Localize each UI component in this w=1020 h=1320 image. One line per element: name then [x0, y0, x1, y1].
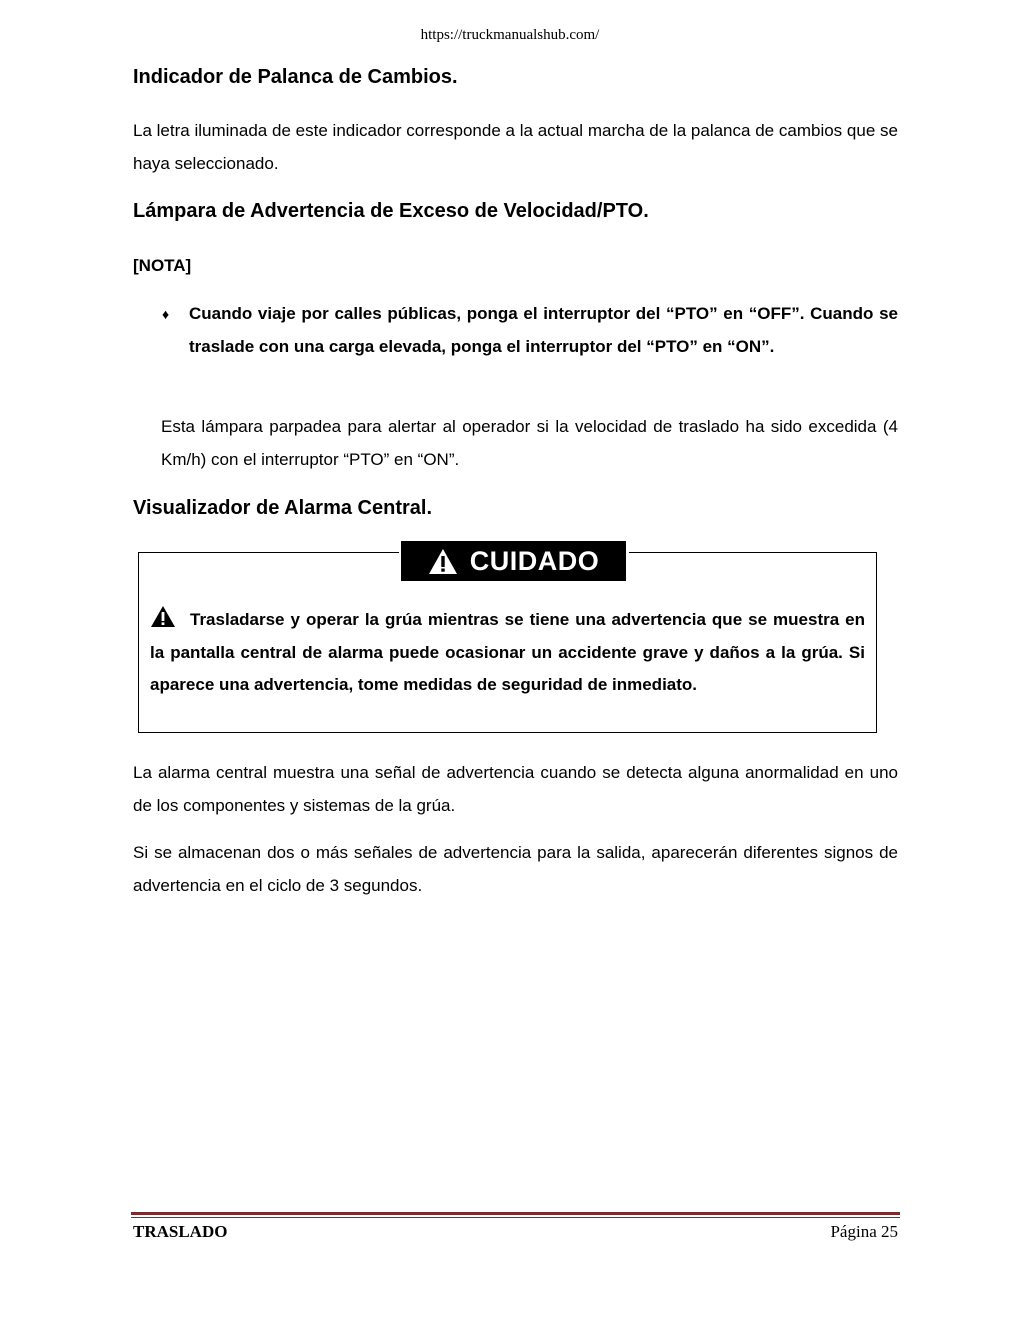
caution-text-block: [150, 604, 865, 702]
warning-triangle-icon: [150, 605, 176, 628]
footer-rule-thin: [131, 1217, 900, 1218]
paragraph-central-alarm-2: Si se almacenan dos o más señales de advertencia para la salida, aparecerán diferentes signos de advertencia en el ciclo de 3 segundos.: [133, 843, 898, 895]
note-bullet-text: Cuando viaje por calles públicas, ponga el interruptor del “PTO” en “OFF”. Cuando se traslade con una carga elevada, ponga el interruptor del “PTO” en “ON”.: [189, 304, 898, 356]
paragraph-overspeed-lamp: Esta lámpara parpadea para alertar al operador si la velocidad de traslado ha sido excedida (4 Km/h) con el interruptor “PTO” en “ON”.: [161, 417, 898, 469]
footer-section-name: TRASLADO: [133, 1222, 228, 1241]
warning-triangle-icon: [428, 548, 458, 575]
heading-gear-indicator: Indicador de Palanca de Cambios.: [133, 66, 458, 88]
heading-central-alarm: Visualizador de Alarma Central.: [133, 497, 432, 519]
footer-rule: [131, 1212, 900, 1215]
source-url[interactable]: https://truckmanualshub.com/: [420, 27, 600, 43]
paragraph-gear-indicator: La letra iluminada de este indicador corresponde a la actual marcha de la palanca de cambios que se haya seleccionado.: [133, 121, 898, 173]
caution-label: [399, 539, 629, 584]
note-label: [NOTA]: [133, 256, 192, 275]
heading-overspeed-lamp: Lámpara de Advertencia de Exceso de Velocidad/PTO.: [133, 200, 649, 222]
footer-page-number: Página 25: [830, 1222, 898, 1241]
diamond-bullet-icon: ♦: [162, 306, 170, 322]
caution-text: Trasladarse y operar la grúa mientras se tiene una advertencia que se muestra en la pantalla central de alarma puede ocasionar un accidente grave y daños a la grúa. Si aparece una advertencia, tome medidas de seguridad de inmediato.: [150, 610, 865, 694]
caution-label-text: CUIDADO: [469, 545, 600, 576]
paragraph-central-alarm-1: La alarma central muestra una señal de advertencia cuando se detecta alguna anormalidad en uno de los componentes y sistemas de la grúa.: [133, 763, 898, 815]
